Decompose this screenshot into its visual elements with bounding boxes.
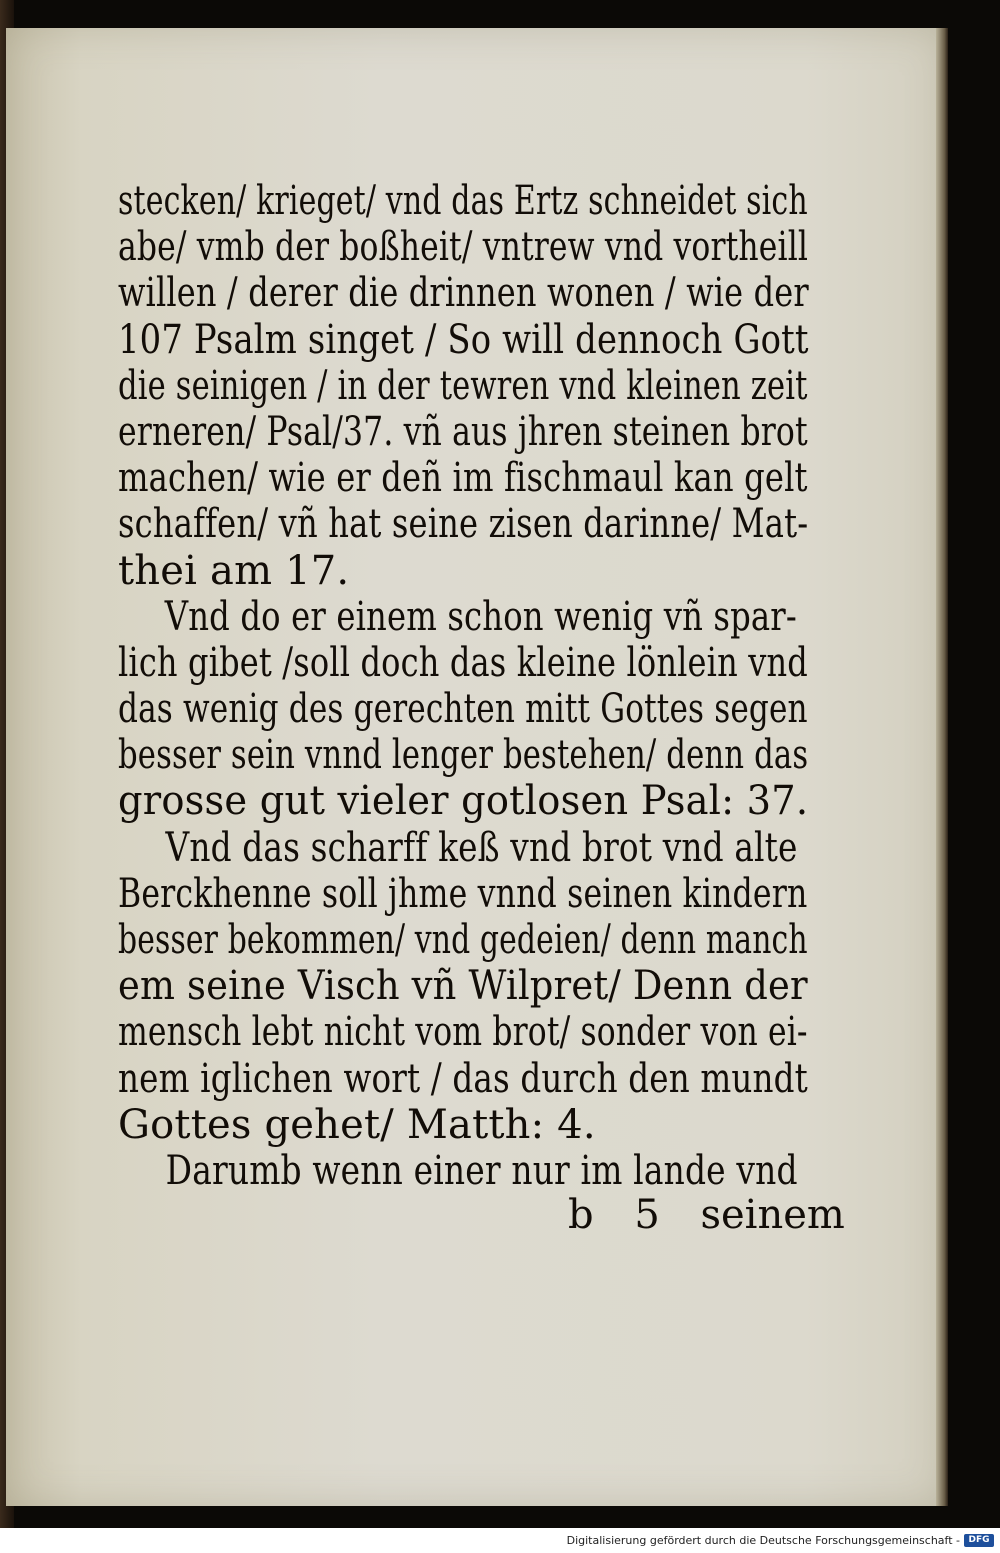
text-line: das wenig des gerechten mitt Gottes segen: [118, 686, 808, 733]
text-line: 107 Psalm singet / So will dennoch Gott: [118, 316, 809, 363]
text-line: machen/ wie er deñ im fischmaul kan gelt: [118, 455, 808, 502]
text-line: Vnd do er einem schon wenig vñ spar-: [164, 593, 797, 640]
text-line: abe/ vmb der boßheit/ vntrew vnd vortheill: [118, 224, 809, 271]
text-line: schaffen/ vñ hat seine zisen darinne/ Mat-: [118, 501, 809, 548]
text-line: nem iglichen wort / das durch den mundt: [118, 1055, 808, 1102]
dfg-logo: DFG: [964, 1534, 994, 1547]
text-line: besser sein vnnd lenger bestehen/ denn das: [118, 732, 809, 779]
page-text-block: [118, 178, 808, 1194]
text-line: Darumb wenn einer nur im lande vnd: [165, 1147, 798, 1194]
text-line: em seine Visch vñ Wilpret/ Denn der: [118, 963, 808, 1010]
text-line: grosse gut vieler gotlosen Psal: 37.: [118, 778, 809, 825]
text-line: stecken/ krieget/ vnd das Ertz schneidet sich: [118, 178, 808, 224]
text-line: die seinigen / in der tewren vnd kleinen zeit: [118, 362, 808, 409]
text-line: lich gibet /soll doch das kleine lönlein vnd: [118, 639, 808, 686]
text-line: Gottes gehet/ Matth: 4.: [118, 1101, 596, 1148]
text-line: thei am 17.: [118, 547, 350, 594]
text-line: willen / derer die drinnen wonen / wie der: [118, 270, 809, 317]
text-line: besser bekommen/ vnd gedeien/ denn manch: [118, 917, 808, 963]
text-line: Berckhenne soll jhme vnnd seinen kindern: [118, 870, 808, 917]
funding-credit: Digitalisierung gefördert durch die Deutsche Forschungsgemeinschaft -: [566, 1534, 960, 1547]
text-line: erneren/ Psal/37. vñ aus jhren steinen brot: [118, 408, 808, 455]
text-line: mensch lebt nicht vom brot/ sonder von ei-: [118, 1009, 808, 1056]
text-line: Vnd das scharff keß vnd brot vnd alte: [165, 824, 798, 871]
footer-bar: [0, 1528, 1000, 1553]
page-edge: [936, 28, 948, 1506]
signature-catchword: b 5 seinem: [568, 1192, 845, 1238]
